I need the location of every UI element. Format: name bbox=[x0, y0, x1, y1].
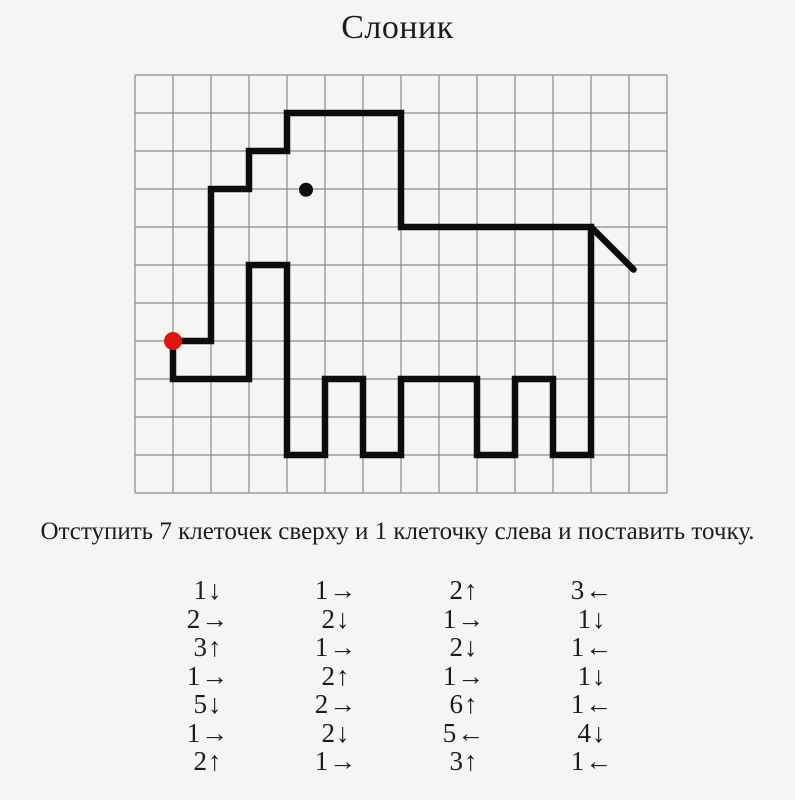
dictation-column-2 bbox=[272, 576, 400, 776]
instruction-item: 2↓ bbox=[321, 603, 351, 634]
instruction-item: 1→ bbox=[442, 660, 486, 691]
instruction-item: 2↓ bbox=[449, 632, 479, 662]
instruction-item: 1→ bbox=[442, 603, 486, 634]
instruction-item: 2→ bbox=[186, 603, 230, 634]
instruction-item: 1→ bbox=[186, 660, 230, 691]
instruction-item: 4↓ bbox=[577, 717, 607, 748]
instruction-item: 3↑ bbox=[193, 632, 223, 662]
instruction-item: 3↑ bbox=[449, 746, 479, 776]
dictation-steps bbox=[144, 576, 656, 776]
instruction-item: 1↓ bbox=[193, 575, 223, 605]
instruction-item: 1← bbox=[570, 632, 614, 662]
instruction-item: 2↓ bbox=[321, 717, 351, 748]
instruction-item: 1← bbox=[570, 746, 614, 776]
elephant-tail bbox=[591, 227, 634, 270]
instruction-item: 1↓ bbox=[577, 603, 607, 634]
instruction-item: 2→ bbox=[314, 689, 358, 719]
elephant-outline bbox=[173, 113, 591, 455]
instruction-item: 1→ bbox=[314, 575, 358, 605]
instruction-item: 2↑ bbox=[321, 660, 351, 691]
instruction-item: 5← bbox=[442, 717, 486, 748]
start-point-dot bbox=[164, 332, 182, 350]
instruction-item: 3← bbox=[570, 575, 614, 605]
start-instruction-text: Отступить 7 клеточек сверху и 1 клеточку слева и поставить точку. bbox=[40, 518, 755, 545]
page-title: Слоник bbox=[341, 9, 454, 46]
instruction-item: 1← bbox=[570, 689, 614, 719]
dictation-column-4 bbox=[528, 576, 656, 776]
instruction-item: 2↑ bbox=[449, 575, 479, 605]
instruction-item: 1→ bbox=[314, 632, 358, 662]
instruction-item: 1→ bbox=[186, 717, 230, 748]
instruction-item: 2↑ bbox=[193, 746, 223, 776]
instruction-item: 5↓ bbox=[193, 689, 223, 719]
instruction-item: 1↓ bbox=[577, 660, 607, 691]
dictation-column-1 bbox=[144, 576, 272, 776]
elephant-eye-dot bbox=[299, 183, 313, 197]
dictation-column-3 bbox=[400, 576, 528, 776]
instruction-item: 6↑ bbox=[449, 689, 479, 719]
instruction-item: 1→ bbox=[314, 746, 358, 776]
